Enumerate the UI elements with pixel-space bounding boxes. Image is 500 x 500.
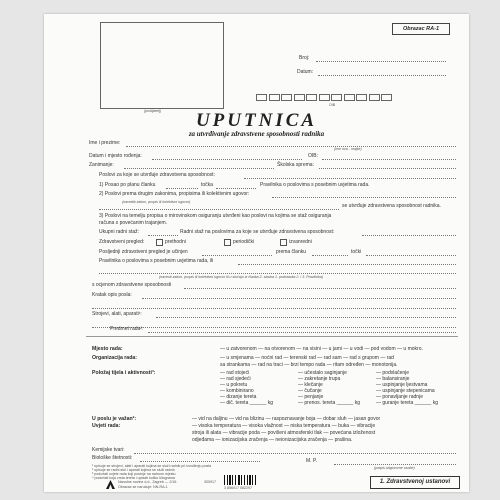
- polozaj-item: — rad stojeći: [220, 370, 250, 376]
- polozaj-item: — ponavljanje radnje: [376, 394, 423, 400]
- p2-field-2[interactable]: [99, 209, 339, 210]
- polozaj-item: — prenos. tereta ______ kg: [298, 400, 360, 406]
- kemijske-field[interactable]: [134, 453, 456, 454]
- barcode-number: 3 856017 082297: [224, 486, 252, 490]
- form-number-badge: Obrazac RA-1: [392, 23, 450, 35]
- polozaj-item: — kombinirano: [220, 388, 254, 394]
- barcode: [224, 475, 272, 485]
- barcode-bar: [238, 475, 240, 485]
- strojevi-field[interactable]: [156, 317, 456, 318]
- bioloske-field[interactable]: [140, 461, 260, 462]
- form-sheet: [44, 14, 469, 492]
- oib-digit-box[interactable]: [319, 94, 330, 101]
- kratak-field-2[interactable]: [92, 308, 456, 309]
- p1-clanak-field[interactable]: [166, 188, 198, 189]
- predmet-field[interactable]: [148, 332, 456, 333]
- ocjena-label: s ocjenom zdravstvene sposobnosti: [92, 282, 172, 288]
- oib-digit-box[interactable]: [381, 94, 392, 101]
- barcode-bar: [235, 475, 236, 485]
- barcode-bar: [255, 475, 256, 485]
- signature-field[interactable]: [334, 464, 456, 465]
- datum-field[interactable]: [318, 75, 446, 76]
- form-title: UPUTNICA: [195, 110, 318, 131]
- potpis-hint: (potpis odgovorne osobe): [374, 466, 415, 470]
- publisher-code: 300917: [204, 480, 216, 484]
- poslovi-label: Poslovi za koje se utvrđuje zdravstvena sposobnost:: [99, 172, 215, 178]
- ime-field[interactable]: [126, 146, 456, 147]
- mjesto-rada-text: — u zatvorenom — na otvorenom — na visini — u jami — u vodi — pod vodom — u mokro.: [220, 346, 423, 352]
- polozaj-item: — dizanje tereta: [220, 394, 257, 400]
- mp-label: M. P.: [306, 458, 318, 464]
- pravilnika-label: Pravilnika o poslovima s posebnim uvjetima rada, ili: [99, 258, 214, 264]
- polozaj-label: Položaj tijela i aktivnosti³:: [92, 370, 156, 376]
- p2b: se utvrđuje zdravstvena sposobnost radnika.: [342, 203, 441, 209]
- barcode-bar: [252, 475, 253, 485]
- datum-rodenja-label: Datum i mjesto rođenja:: [89, 153, 142, 159]
- polozaj-item: — učestalo saginjanje: [298, 370, 347, 376]
- pravilnika-hint: (navesti zakon, propis ili kolektivni ugovor ili u slučaju iz članka 2. stavka 1. podstavka 2. i 3. Pravilnika): [159, 275, 323, 279]
- polozaj-item: — u pokretu: [220, 382, 248, 388]
- p1-tocka-field[interactable]: [216, 188, 256, 189]
- p1a: 1) Posao po planu članku: [99, 182, 156, 188]
- mjesto-rada-label: Mjesto rada:: [92, 346, 123, 352]
- footnote: ³ podcrtati uvjete rada koji postoje na radnom mjestu: [92, 472, 176, 476]
- polozaj-item: — guranje tereta ______ kg: [376, 400, 438, 406]
- footnote: ² upisuje se radni stol i aparati kojima se služi radnik: [92, 468, 175, 472]
- publisher-line2: Obrazac se naručuje: NN-RA-1: [118, 485, 168, 489]
- barcode-bar: [224, 475, 225, 485]
- uposlu-text: — vid na daljinu — vid na blizinu — raspoznavanje boja — dobar sluh — jasan govor: [192, 416, 381, 422]
- oib-digit-box[interactable]: [331, 94, 342, 101]
- oib-digit-box[interactable]: [356, 94, 367, 101]
- oib-digit-box[interactable]: [281, 94, 292, 101]
- prema-clanku-label: prema članku: [276, 249, 307, 255]
- publisher-line1: Narodne novine d.d., Zagreb — 2/16: [118, 480, 177, 484]
- p1b: točka: [201, 182, 213, 188]
- barcode-bar: [249, 475, 250, 485]
- cb2-label: periodički: [233, 239, 255, 245]
- zanimanje-label: Zanimanje:: [89, 162, 114, 168]
- oib-digit-box[interactable]: [269, 94, 280, 101]
- uvjeti-label: Uvjeti rada:: [92, 423, 121, 429]
- polozaj-item: — penjanje: [298, 394, 324, 400]
- kratak-label: Kratak opis posla:: [92, 292, 132, 298]
- strojevi-label: Strojevi, alati, aparati¹:: [92, 311, 142, 317]
- prema-clanku-field[interactable]: [312, 255, 348, 256]
- divider: [86, 336, 458, 337]
- oib-digit-box[interactable]: [344, 94, 355, 101]
- polozaj-item: — podvlačenje: [376, 370, 410, 376]
- barcode-bar: [244, 475, 245, 485]
- ukupni-field[interactable]: [148, 235, 178, 236]
- organizacija-line2: sa strankama — rad na traci — brzi tempo rada — ritam određen — monotonija.: [220, 362, 398, 368]
- uvjeti-line1: — visoka temperatura — visoka vlažnost — niska temperatura — buka — vibracije: [192, 423, 376, 429]
- uposlu-label: U poslu je važan²:: [92, 416, 137, 422]
- copy-destination-box: 1. Zdravstvenoj ustanovi: [370, 476, 460, 489]
- predmet-label: Predmet rada²:: [110, 326, 144, 332]
- radni-staz-label: Radni staž na poslovima za koje se utvrđuje zdravstvena sposobnost:: [180, 229, 335, 235]
- ukupni-label: Ukupni radni staž:: [99, 229, 140, 235]
- skolska-field[interactable]: [319, 168, 456, 169]
- polozaj-item: — zakretanje trupa: [298, 376, 341, 382]
- oib-boxes[interactable]: [256, 94, 396, 101]
- p3b: računa s povećanim trajanjem.: [99, 220, 168, 226]
- barcode-bar: [232, 475, 233, 485]
- cb3-label: izvanredni: [289, 239, 312, 245]
- polozaj-item: — dič. tereta ______ kg: [220, 400, 274, 406]
- zanimanje-field[interactable]: [124, 168, 274, 169]
- oib-top-label: OIB: [329, 103, 336, 107]
- oib-field[interactable]: [322, 159, 456, 160]
- oib-digit-box[interactable]: [294, 94, 305, 101]
- skolska-label: Školska sprema:: [277, 162, 314, 168]
- polozaj-item: — balansiranje: [376, 376, 410, 382]
- barcode-bar: [227, 475, 228, 485]
- oib-digit-box[interactable]: [369, 94, 380, 101]
- tocki-field[interactable]: [366, 255, 456, 256]
- cb1-label: prethodni: [165, 239, 186, 245]
- polozaj-item: — rad sjedeći: [220, 376, 251, 382]
- uvjeti-line3: odjeđama — ionizacijska zračenja — neionizacijska zračenja — prašina.: [192, 437, 353, 443]
- radni-staz-field[interactable]: [362, 235, 456, 236]
- organizacija-label: Organizacija rada:: [92, 355, 137, 361]
- barcode-bar: [241, 475, 242, 485]
- posljednji-field[interactable]: [202, 255, 272, 256]
- checkbox-prethodni[interactable]: [156, 239, 163, 246]
- barcode-bar: [229, 475, 231, 485]
- footnote: ¹ upisuje se strojevi, alati i aparati kojima se služi radnik pri izvođenju posla: [92, 464, 212, 468]
- pravilnika-field[interactable]: [238, 264, 456, 265]
- checkbox-periodicki[interactable]: [224, 239, 231, 246]
- datum-label: Datum:: [297, 69, 314, 75]
- polozaj-item: — klečanje: [298, 382, 323, 388]
- p3a: 3) Poslovi na temelju propisa o mirovinskom osiguranju utvrđeni kao poslovi na kojima se staž osiguranja: [99, 213, 332, 219]
- sender-label: (pošiljatelj): [144, 109, 162, 113]
- sender-stamp-box: [100, 22, 224, 109]
- oib-label: OIB:: [308, 153, 319, 159]
- oib-digit-box[interactable]: [306, 94, 317, 101]
- oib-digit-box[interactable]: [256, 94, 267, 101]
- p2-field[interactable]: [272, 197, 456, 198]
- polozaj-item: — uspinjanje ljestvama: [376, 382, 428, 388]
- publisher-logo-icon: [106, 480, 115, 489]
- strojevi-field-2[interactable]: [92, 327, 456, 328]
- broj-label: Broj:: [299, 55, 310, 61]
- checkbox-izvanredni[interactable]: [280, 239, 287, 246]
- ime-hint: (ime oca - majke): [334, 147, 362, 151]
- footnote: ⁴ podcrtati koja vrsta tereta i upisati koliko kilograma: [92, 476, 175, 480]
- form-subtitle: za utvrđivanje zdravstvene sposobnosti radnika: [188, 130, 325, 138]
- posljednji-label: Posljednji zdravstveni pregled je učinjen: [99, 249, 188, 255]
- polozaj-item: — čučanje: [298, 388, 322, 394]
- bioloske-label: Biološke štetnosti:: [92, 455, 133, 461]
- tocki-label: točki: [351, 249, 362, 255]
- kratak-field[interactable]: [142, 298, 456, 299]
- polozaj-item: — uspinjanje stepenicama: [376, 388, 435, 394]
- datum-rodenja-field[interactable]: [152, 159, 302, 160]
- kemijske-label: Kemijske tvari:: [92, 447, 125, 453]
- poslovi-field[interactable]: [244, 178, 456, 179]
- barcode-bar: [247, 475, 248, 485]
- broj-field[interactable]: [316, 61, 446, 62]
- uvjeti-line2: stroja ili alata — vibracije poda — povišeni atmosferski tlak — povećana izloženost: [192, 430, 376, 436]
- p1c: Pravilnika o poslovima s posebnim uvjetima rada.: [260, 182, 370, 188]
- zdr-pregled-label: Zdravstveni pregled:: [99, 239, 145, 245]
- ocjena-field[interactable]: [184, 288, 456, 289]
- pravilnika-field-2[interactable]: [99, 273, 456, 274]
- ime-label: Ime i prezime:: [89, 140, 121, 146]
- p2a: 2) Poslovi prema drugim zakonima, propisima ili kolektivnim ugovor:: [99, 191, 250, 197]
- organizacija-line1: — u smjenama — noćni rad — terenski rad — rad sam — rad s grupom — rad: [220, 355, 394, 361]
- p2-hint: (naveditι zakon, propis ili kolektivni ugovor): [122, 200, 191, 204]
